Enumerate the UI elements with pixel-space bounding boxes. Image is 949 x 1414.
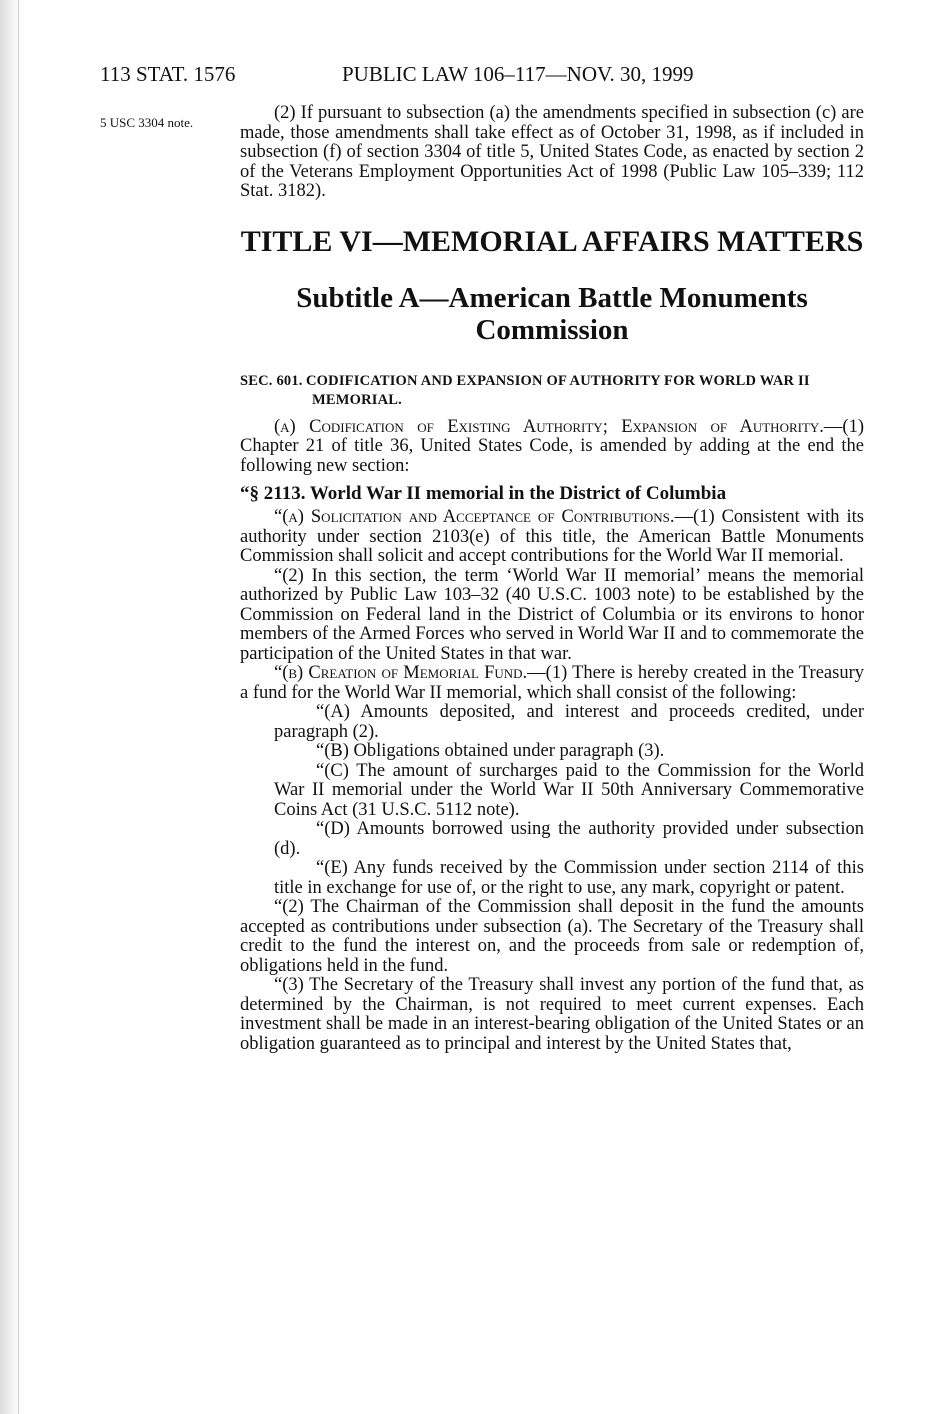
item-c: “(C) The amount of surcharges paid to the Commission for the World War II memorial under the World War II 50th Anniversary Commemorative Coins Act (31 U.S.C. 5112 note). bbox=[274, 760, 864, 820]
subsection-a1 bbox=[240, 508, 864, 567]
margin-note: 5 USC 3304 note. bbox=[100, 115, 194, 130]
intro-paragraph: (2) If pursuant to subsection (a) the amendments specified in subsection (c) are made, those amendments shall take effect as of October 31, 1998, as if included in subsection (f) of section 3304 of title 5, United States Code, as enacted by section 2 of the Veterans Employment Opportunities Act of 1998 (Public Law 105–339; 112 Stat. 3182). bbox=[240, 103, 864, 201]
item-b: “(B) Obligations obtained under paragraph (3). bbox=[316, 741, 665, 761]
paragraph-a bbox=[240, 418, 864, 477]
subsection-b1 bbox=[240, 664, 864, 703]
page-header bbox=[100, 62, 694, 87]
body-column bbox=[240, 104, 864, 1054]
item-d: “(D) Amounts borrowed using the authority provided under subsection (d). bbox=[274, 819, 864, 859]
public-law-citation: PUBLIC LAW 106–117—NOV. 30, 1999 bbox=[342, 62, 694, 86]
subsection-b3: “(3) The Secretary of the Treasury shall invest any portion of the fund that, as determined by the Chairman, is not required to meet current expenses. Each investment shall be made in an interest-bearing obligation of the United States or an obligation guaranteed as to principal and interest by the United States that, bbox=[240, 975, 864, 1054]
subsection-b-caption: “(b) Creation of Memorial Fund. bbox=[274, 663, 528, 683]
item-a: “(A) Amounts deposited, and interest and proceeds credited, under paragraph (2). bbox=[274, 702, 864, 742]
stat-citation: 113 STAT. 1576 bbox=[100, 62, 236, 86]
subsection-b1-text: —(1) There is hereby created in the Treasury a fund for the World War II memorial, which shall consist of the following: bbox=[240, 663, 864, 703]
scan-edge-line bbox=[18, 0, 19, 1414]
title-heading: TITLE VI—MEMORIAL AFFAIRS MATTERS bbox=[240, 224, 864, 258]
item-e: “(E) Any funds received by the Commission under section 2114 of this title in exchange for use of, or the right to use, any mark, copyright or patent. bbox=[274, 858, 864, 898]
section-title: CODIFICATION AND EXPANSION OF AUTHORITY FOR WORLD WAR II MEMORIAL. bbox=[306, 372, 810, 408]
subsection-a1-text: —(1) Consistent with its authority under section 2103(e) of this title, the American Battle Monuments Commission shall solicit and accept contributions for the World War II memorial. bbox=[240, 507, 865, 566]
subsection-a-caption: “(a) Solicitation and Acceptance of Contributions. bbox=[274, 507, 675, 527]
subsection-a2: “(2) In this section, the term ‘World War II memorial’ means the memorial authorized by Public Law 103–32 (40 U.S.C. 1003 note) to be established by the Commission on Federal land in the District of Columbia or its environs to honor members of the Armed Forces who served in World War II and to commemorate the participation of the United States in that war. bbox=[240, 565, 864, 664]
section-number: SEC. 601. bbox=[240, 372, 303, 389]
paragraph-a-text: —(1) Chapter 21 of title 36, United States Code, is amended by adding at the end the following new section: bbox=[240, 416, 864, 476]
section-2113-heading: “§ 2113. World War II memorial in the District of Columbia bbox=[240, 483, 727, 504]
paragraph-a-caption: (a) Codification of Existing Authority; Expansion of Authority. bbox=[274, 416, 824, 437]
section-601-heading bbox=[240, 372, 864, 410]
subtitle-heading: Subtitle A—American Battle Monuments Commission bbox=[296, 281, 808, 346]
subsection-b2: “(2) The Chairman of the Commission shall deposit in the fund the amounts accepted as contributions under subsection (a). The Secretary of the Treasury shall credit to the fund the interest on, and the proceeds from sale or redemption of, obligations held in the fund. bbox=[240, 897, 864, 976]
